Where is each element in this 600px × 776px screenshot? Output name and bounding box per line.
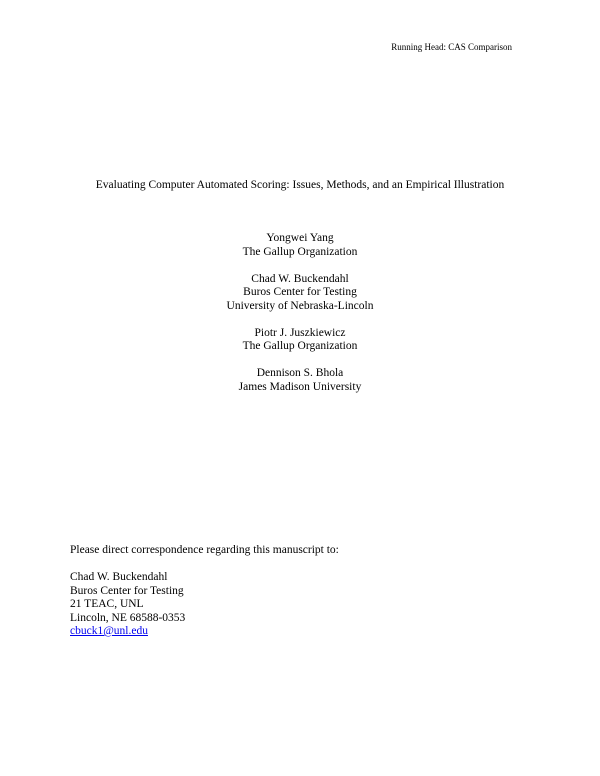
paper-title: Evaluating Computer Automated Scoring: Issues, Methods, and an Empirical Illustration bbox=[95, 179, 505, 191]
author-name: Yongwei Yang bbox=[266, 232, 334, 244]
author-block bbox=[0, 367, 600, 394]
author-block bbox=[0, 232, 600, 259]
author-affiliation: The Gallup Organization bbox=[242, 340, 358, 352]
author-affiliation: James Madison University bbox=[238, 380, 362, 393]
author-block bbox=[0, 327, 600, 354]
correspondence-org: Buros Center for Testing bbox=[70, 584, 184, 597]
email-link[interactable]: cbuck1@unl.edu bbox=[70, 625, 148, 637]
author-name: Dennison S. Bhola bbox=[256, 367, 344, 379]
correspondence-address-line-1: 21 TEAC, UNL bbox=[70, 598, 144, 610]
correspondence-intro: Please direct correspondence regarding this manuscript to: bbox=[70, 544, 339, 556]
author-name: Chad W. Buckendahl bbox=[251, 272, 349, 285]
correspondence-address-line-2: Lincoln, NE 68588-0353 bbox=[70, 611, 186, 624]
author-affiliation: The Gallup Organization bbox=[242, 245, 358, 258]
author-list bbox=[0, 232, 600, 408]
correspondence-email-line bbox=[70, 625, 339, 639]
correspondence-block bbox=[70, 544, 339, 639]
correspondence-name: Chad W. Buckendahl bbox=[70, 571, 168, 583]
author-name: Piotr J. Juszkiewicz bbox=[254, 326, 346, 339]
author-block bbox=[0, 273, 600, 314]
author-affiliation: University of Nebraska-Lincoln bbox=[226, 299, 374, 312]
running-head: Running Head: CAS Comparison bbox=[391, 42, 512, 52]
author-affiliation: Buros Center for Testing bbox=[243, 286, 357, 298]
